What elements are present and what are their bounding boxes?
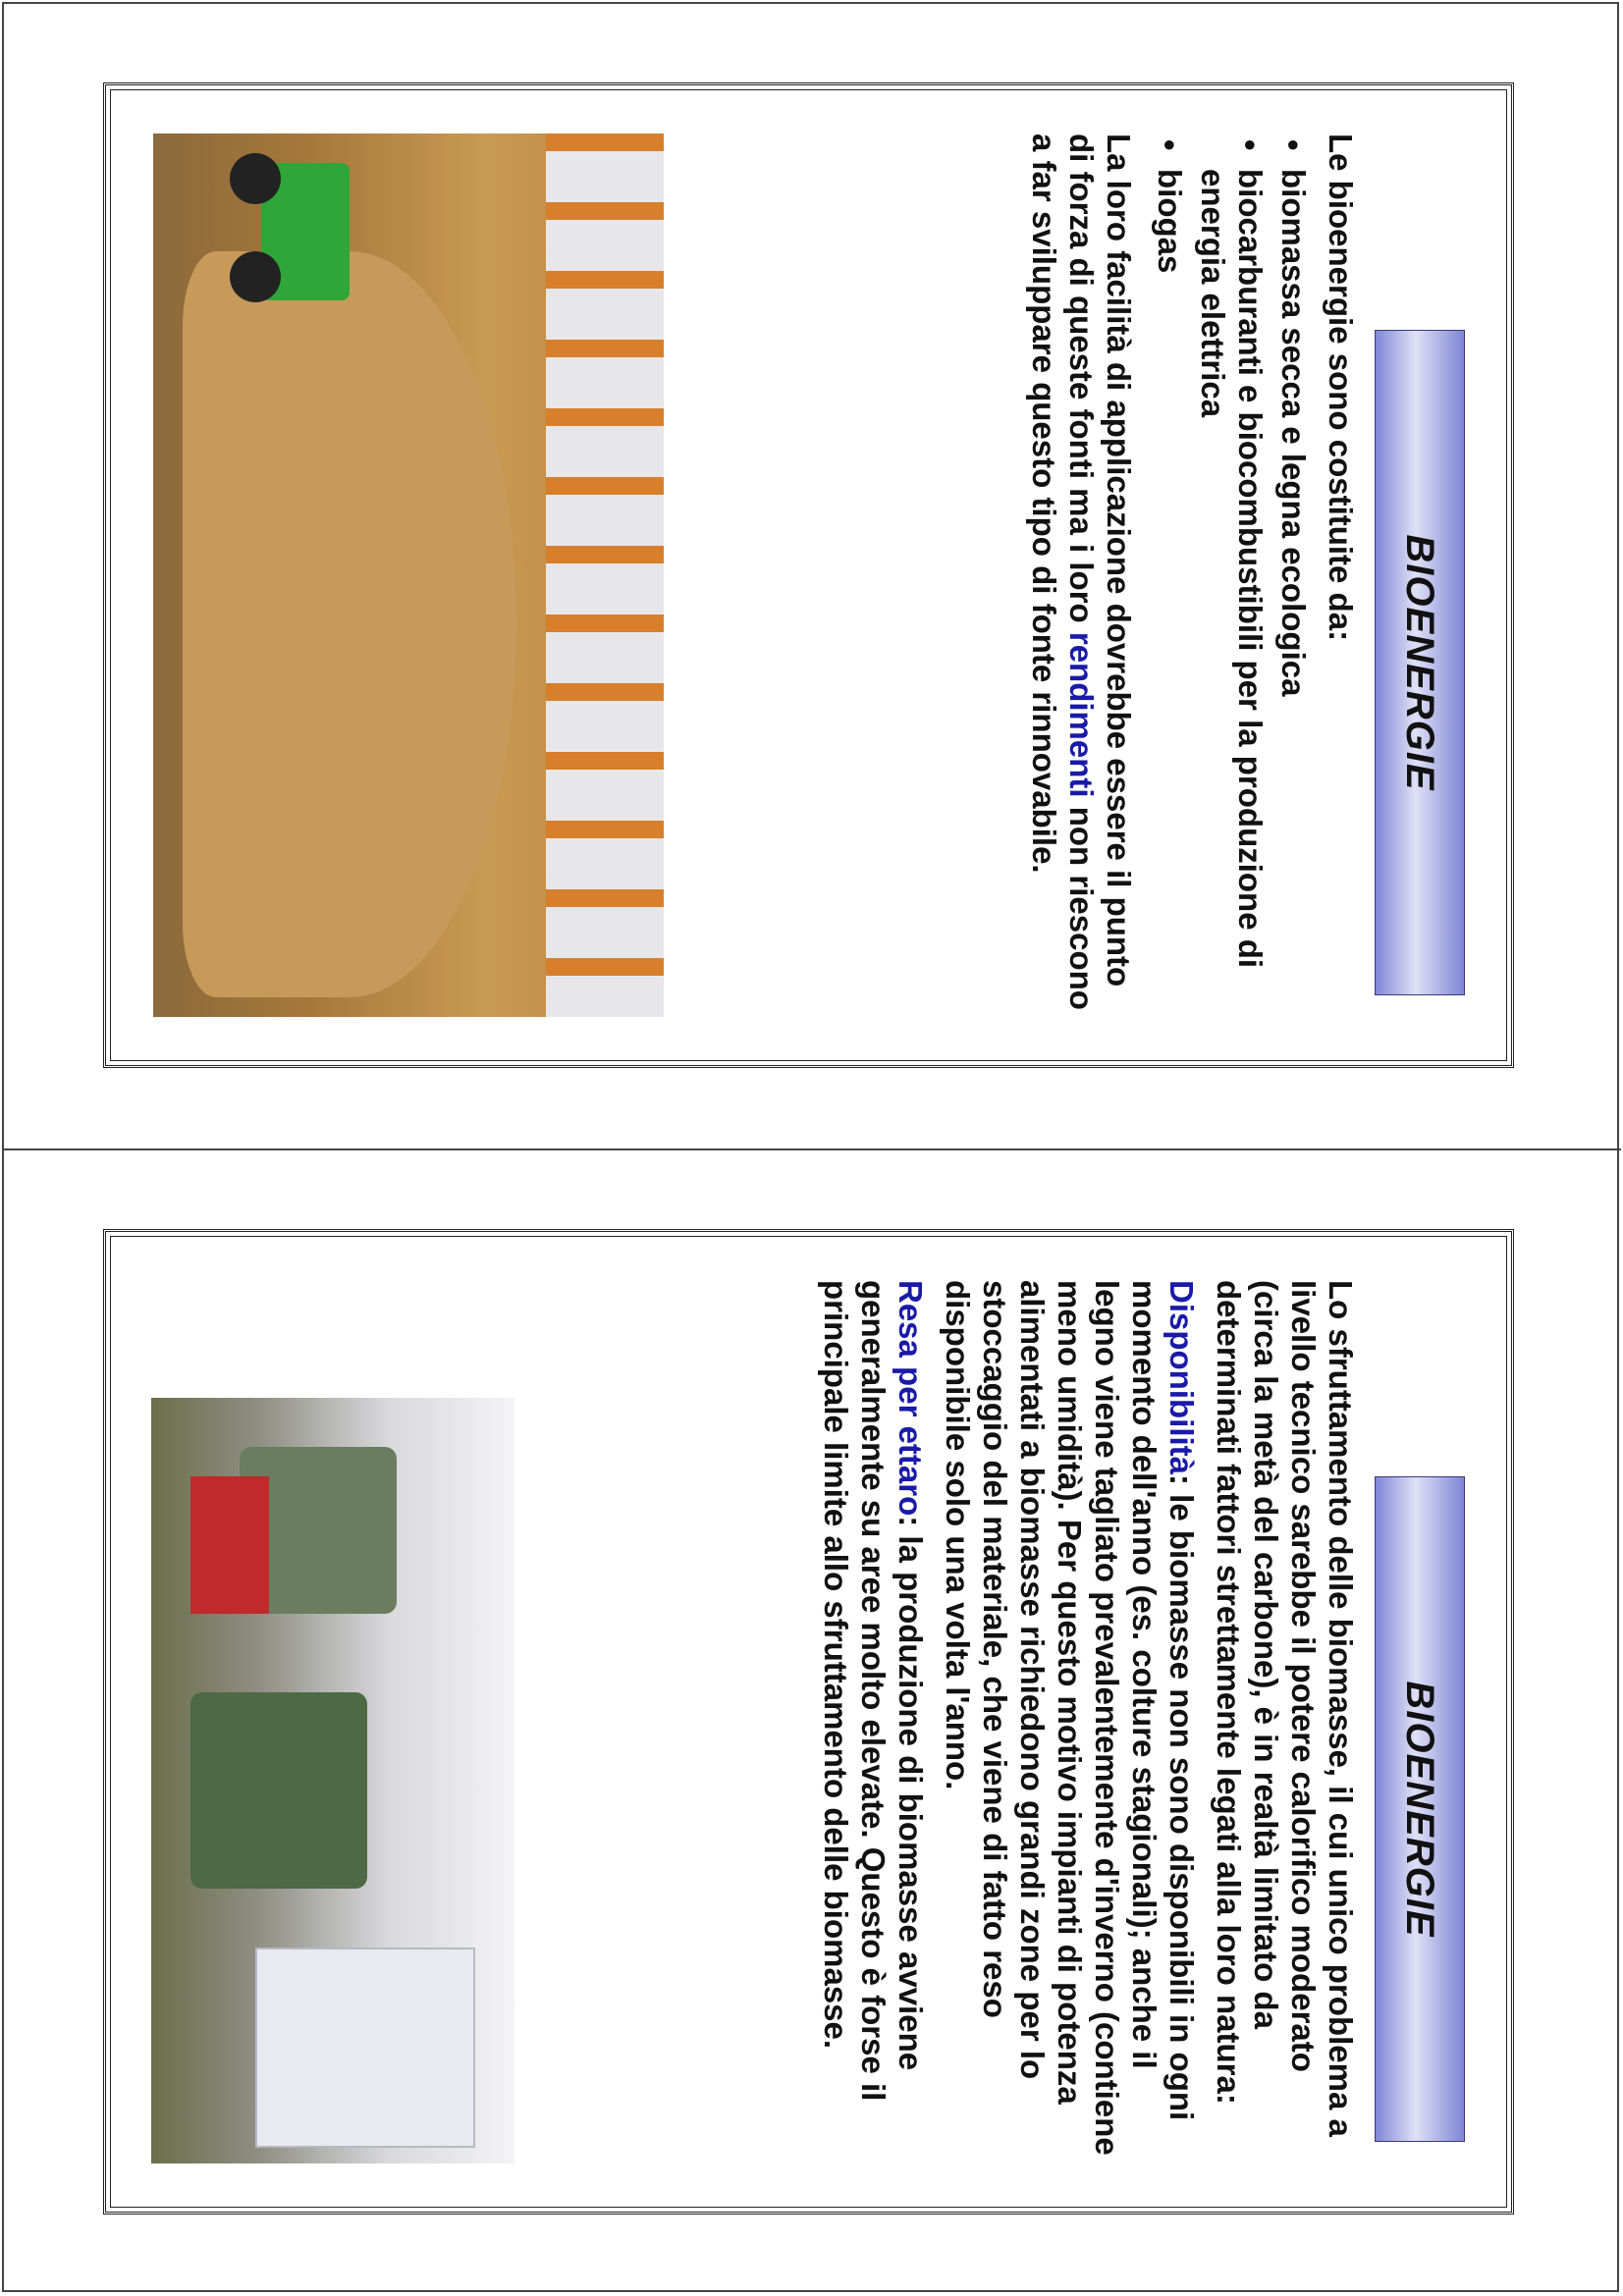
bullet-text: biocarburanti e biocombustibili per la produzione di energia elettrica <box>1194 169 1269 969</box>
warehouse-roof-image <box>546 133 664 1017</box>
bullet-item <box>1194 133 1269 1017</box>
bullet-icon: • <box>1274 139 1312 151</box>
wheel-image <box>230 251 281 302</box>
slide-2-title: BIOENERGIE <box>1398 1681 1441 1938</box>
slide-2-body <box>807 1280 1359 2163</box>
slide-1-title: BIOENERGIE <box>1398 534 1441 791</box>
slide-1-title-box <box>1375 330 1465 995</box>
paragraph-text: La loro facilità di applicazione dovrebbe essere il punto di forza di queste fonti ma i loro <box>1062 133 1137 988</box>
slide-2-paragraph-1: Lo sfruttamento delle biomasse, il cui unico problema a livello tecnico sarebbe il potere calorifico moderato (circa la metà del carbone), è in realtà limitato da determinati fattori strettamente legati alla loro natura: <box>1210 1280 1359 2137</box>
term-availability: Disponibilità <box>1163 1280 1200 1474</box>
biomass-stack-image <box>190 1692 367 1889</box>
slide-2-paragraph-3 <box>817 1280 929 2163</box>
slide-1-paragraph <box>1025 133 1137 1017</box>
bullet-icon: • <box>1231 139 1269 151</box>
slide-2 <box>103 1229 1514 2215</box>
biomass-plant-photo <box>151 1398 514 2163</box>
highlight-term: rendimenti <box>1062 631 1100 798</box>
slide-1 <box>103 82 1514 1068</box>
paragraph-text: : la produzione di biomasse avviene generalmente su aree molto elevate. Questo è forse il principale limite allo sfruttamento delle biomasse. <box>817 1280 929 2102</box>
wood-chip-pile-image <box>183 251 516 997</box>
bullet-item <box>1274 133 1312 1017</box>
page-divider <box>2 1148 1621 1150</box>
term-yield-per-hectare: Resa per ettaro <box>892 1280 929 1517</box>
bullet-item <box>1151 133 1188 1017</box>
bullet-icon: • <box>1151 139 1188 151</box>
truck-image <box>190 1476 269 1614</box>
paragraph-text: non riescono a far sviluppare questo tipo di fonte rinnovabile. <box>1025 133 1100 1010</box>
wood-chips-photo <box>153 133 664 1017</box>
slide-1-bullet-list <box>1151 133 1312 1017</box>
slide-1-body <box>1015 133 1359 1017</box>
paragraph-text: : le biomasse non sono disponibili in ogni momento dell'anno (es. colture stagionali); anche il legno viene tagliato prevalentemente d'inverno (contiene meno umidità). Per questo motivo impianti di potenza alimentati a biomasse richiedono grandi zone per lo stoccaggio del materiale, che viene di fatto reso disponibile solo una volta l'anno. <box>939 1280 1200 2156</box>
slide-2-paragraph-2 <box>939 1280 1200 2163</box>
slide-2-content <box>112 1241 1506 2203</box>
wheel-image <box>230 153 281 204</box>
bullet-text: biomassa secca e legna ecologica <box>1274 169 1312 697</box>
slide-1-intro: Le bioenergie sono costituite da: <box>1322 133 1359 642</box>
plant-building-image <box>255 1948 475 2148</box>
slide-2-title-box <box>1375 1476 1465 2142</box>
bullet-text: biogas <box>1151 169 1188 274</box>
slide-1-content <box>112 94 1506 1056</box>
